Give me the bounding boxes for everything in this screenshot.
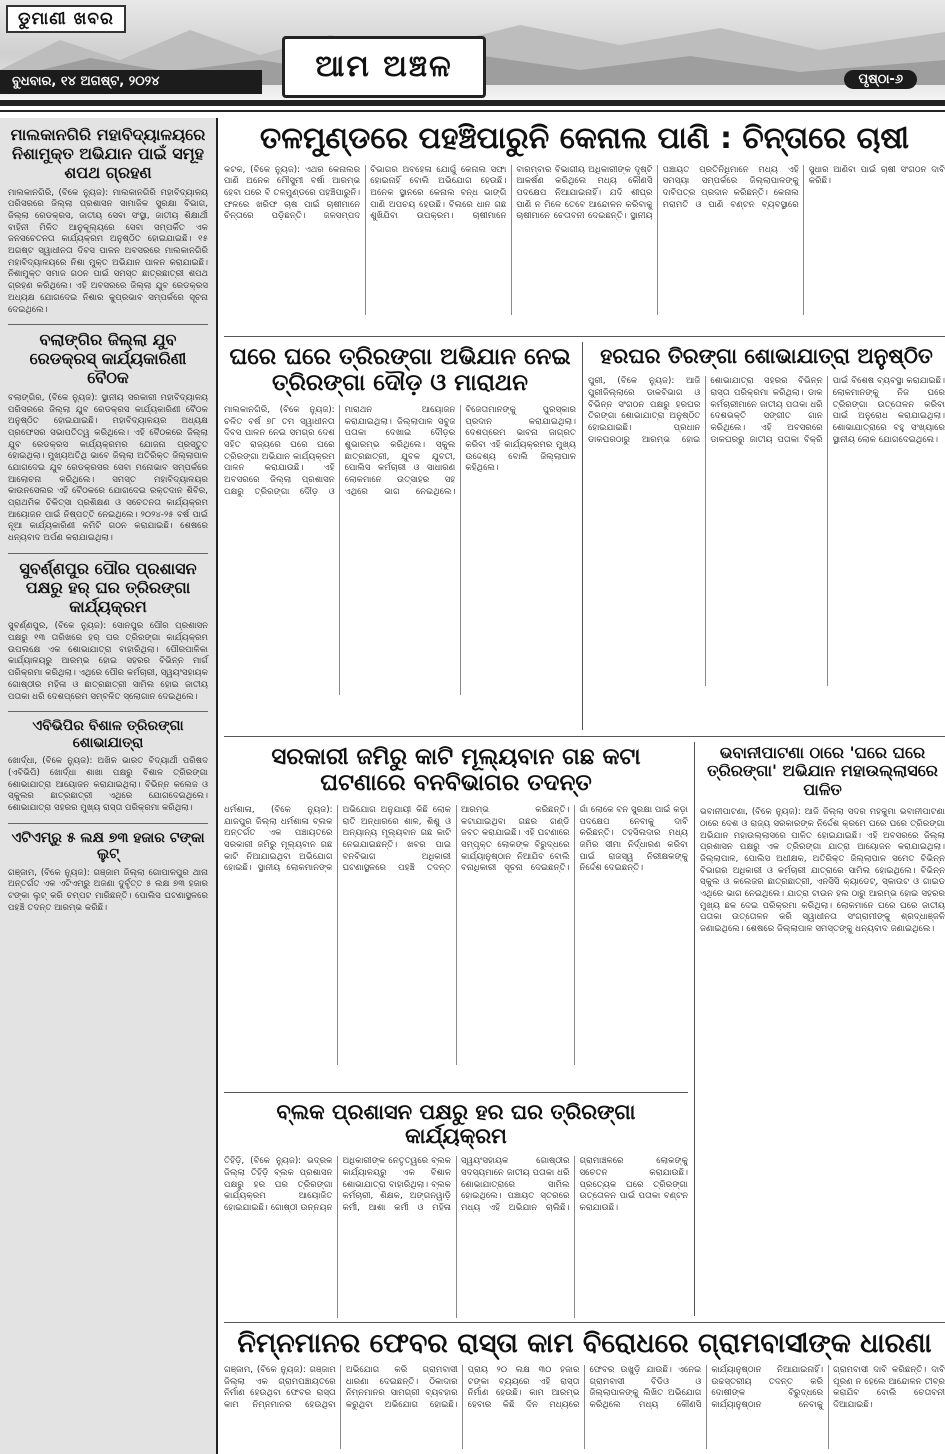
story-headline: ସରକାରୀ ଜମିରୁ କାଟି ମୂଲ୍ୟବାନ ଗଛ କଟା ଘଟଣାରେ ବନବିଭାଗର ତଦନ୍ତ (271, 744, 641, 797)
issue-date: ବୁଧବାର, ୧୪ ଅଗଷ୍ଟ, ୨୦୨୪ (0, 70, 262, 94)
sidebar-column (0, 118, 218, 1454)
lead-story (224, 118, 945, 330)
main-content (224, 118, 945, 1454)
story-headline: ନିମ୍ନମାନର ଫେବର ରାସ୍ତା କାମ ବିରୋଧରେ ଗ୍ରାମବାସୀଙ୍କ ଧାରଣା (237, 1328, 932, 1359)
column-divider (582, 342, 583, 730)
story-body: ଗଞ୍ଜାମ, (ବିକେ ନ୍ୟୁଜ): ଗଞ୍ଜାମ ଜିଲ୍ଲା ଏକ ଗ୍ରାମପଞ୍ଚାୟତରେ ନିର୍ମାଣ ହେଉଥିବା ଫେବର ରାସ୍ତା କାମ ନିମ୍ନମାନର ହେଉଥିବା ଅଭିଯୋଗ କରି ଗ୍ରାମବାସୀ ଧାରଣା ଦେଇଛନ୍ତି। ଠିକାଦାର ନିମ୍ନମାନର ସାମଗ୍ରୀ ବ୍ୟବହାର କରୁଥିବା ଅଭିଯୋଗ ହୋଇଛି। ପ୍ରାୟ ୨୦ ଲକ୍ଷ ୩୦ ହଜାର ଟଙ୍କା ବ୍ୟୟରେ ଏହି ରାସ୍ତା ନିର୍ମାଣ ହେଉଛି। କାମ ଆରମ୍ଭ ହେବାର କିଛି ଦିନ ମଧ୍ୟରେ ଫେବର ଉଖୁଡ଼ି ଯାଉଛି। ଏନେଇ ଗ୍ରାମବାସୀ ବିଡିଓ ଓ ଜିଲ୍ଲାପାଳଙ୍କୁ ଲିଖିତ ଅଭିଯୋଗ କରିଥିଲେ ମଧ୍ୟ କୌଣସି କାର୍ଯ୍ୟାନୁଷ୍ଠାନ ନିଆଯାଇନାହିଁ। ଉଚ୍ଚସ୍ତରୀୟ ତଦନ୍ତ କରି ଦୋଷୀଙ୍କ ବିରୁଦ୍ଧରେ କାର୍ଯ୍ୟାନୁଷ୍ଠାନ ନେବାକୁ ଗ୍ରାମବାସୀ ଦାବି କରିଛନ୍ତି। ଦାବି ପୂରଣ ନ ହେଲେ ଆନ୍ଦୋଳନ ତୀବ୍ର କରାଯିବ ବୋଲି ଚେତାବନୀ ଦିଆଯାଇଛି। (224, 1365, 945, 1411)
story-body: ମାଲକାନଗିରି, (ବିକେ ନ୍ୟୁଜ): ଚଳିତ ବର୍ଷ ୭୮ ତମ ସ୍ୱାଧୀନତା ଦିବସ ପାଳନ ନେଇ ସମଗ୍ର ଦେଶ ସହିତ ରାଜ୍ୟରେ ଘରେ ଘରେ ତ୍ରିରଙ୍ଗା ଅଭିଯାନ କାର୍ଯ୍ୟକ୍ରମ ପାଳନ କରାଯାଉଛି। ଏହି ଅବସରରେ ଜିଲ୍ଲା ପ୍ରଶାସନ ପକ୍ଷରୁ ତ୍ରିରଙ୍ଗା ଦୌଡ଼ ଓ ମାରାଥନ ଆୟୋଜନ କରାଯାଇଥିଲା। ଜିଲ୍ଲାପାଳ ସବୁଜ ପତାକା ଦେଖାଇ ଦୌଡ଼ର ଶୁଭାରମ୍ଭ କରିଥିଲେ। ସ୍କୁଲ ଛାତ୍ରଛାତ୍ରୀ, ଯୁବକ ଯୁବତୀ, ପୋଲିସ କର୍ମଚାରୀ ଓ ସାଧାରଣ ଲୋକମାନେ ଉତ୍ସାହର ସହ ଏଥିରେ ଭାଗ ନେଇଥିଲେ। ବିଜେତାମାନଙ୍କୁ ପୁରସ୍କାର ପ୍ରଦାନ କରାଯାଇଥିଲା। ଦେଶପ୍ରେମ ଭାବନା ଜାଗ୍ରତ କରିବା ଏହି କାର୍ଯ୍ୟକ୍ରମର ମୁଖ୍ୟ ଉଦ୍ଦେଶ୍ୟ ବୋଲି ଜିଲ୍ଲାପାଳ କହିଥିଲେ। (224, 404, 576, 497)
sidebar-story (8, 126, 208, 316)
story-divider (224, 736, 945, 737)
section-title: ଆମ ଅଞ୍ଚଳ (282, 36, 486, 98)
masthead-rule-thin (0, 110, 945, 112)
story-divider (224, 336, 945, 337)
story-body: ଧର୍ମଶାଳା, (ବିକେ ନ୍ୟୁଜ): ଯାଜପୁର ଜିଲ୍ଲା ଧର୍ମଶାଳା ବ୍ଲକ ଅନ୍ତର୍ଗତ ଏକ ପଞ୍ଚାୟତରେ ସରକାରୀ ଜମିରୁ ମୂଲ୍ୟବାନ ଗଛ କାଟି ନିଆଯାଇଥିବା ଅଭିଯୋଗ ହୋଇଛି। ସ୍ଥାନୀୟ ଲୋକମାନଙ୍କ ଅଭିଯୋଗ ଅନୁଯାୟୀ କିଛି ଲୋକ ରାତି ଅନ୍ଧାରରେ ଶାଳ, ଶିଶୁ ଓ ଅନ୍ୟାନ୍ୟ ମୂଲ୍ୟବାନ ଗଛ କାଟି ନେଇଯାଇଛନ୍ତି। ଖବର ପାଇ ବନବିଭାଗ ଅଧିକାରୀ ଘଟଣାସ୍ଥଳରେ ପହଞ୍ଚି ତଦନ୍ତ ଆରମ୍ଭ କରିଛନ୍ତି। କଟାଯାଇଥିବା ଗଛର ଗଣ୍ଡି ଜବତ କରାଯାଇଛି। ଏହି ଘଟଣାରେ ସମ୍ପୃକ୍ତ ଲୋକଙ୍କ ବିରୁଦ୍ଧରେ କାର୍ଯ୍ୟାନୁଷ୍ଠାନ ନିଆଯିବ ବୋଲି ବନାଧିକାରୀ ସୂଚନା ଦେଇଛନ୍ତି। ଗାଁ ଲୋକେ ବନ ସୁରକ୍ଷା ପାଇଁ କଡ଼ା ପଦକ୍ଷେପ ନେବାକୁ ଦାବି କରିଛନ୍ତି। ତହସିଲଦାର ମଧ୍ୟ ଜମିର ସୀମା ନିର୍ଦ୍ଧାରଣ କରିବା ପାଇଁ ରାଜସ୍ୱ ନିରୀକ୍ଷକଙ୍କୁ ନିର୍ଦ୍ଦେଶ ଦେଇଛନ୍ତି। (224, 804, 688, 874)
story-block-tiranga (224, 1098, 688, 1318)
story-headline: ବ୍ଲକ ପ୍ରଶାସନ ପକ୍ଷରୁ ହର ଘର ତ୍ରିରଙ୍ଗା କାର୍ଯ୍ୟକ୍ରମ (276, 1100, 636, 1149)
story-road-protest (224, 1328, 945, 1454)
sidebar-headline: ସୁବର୍ଣ୍ଣପୁର ପୌର ପ୍ରଶାସନ ପକ୍ଷରୁ ହର୍ ଘର ତ୍ରିରଙ୍ଗା କାର୍ଯ୍ୟକ୍ରମ (19, 558, 197, 616)
sidebar-story (8, 711, 208, 814)
story-tiranga-race (224, 342, 576, 730)
story-tree-felling (224, 742, 688, 1092)
sidebar-story (8, 324, 208, 545)
sidebar-story-body: ଖୋର୍ଦ୍ଧା, (ବିକେ ନ୍ୟୁଜ): ଅଖିଳ ଭାରତ ବିଦ୍ୟାର୍ଥୀ ପରିଷଦ (ଏବିଭିପି) ଖୋର୍ଦ୍ଧା ଶାଖା ପକ୍ଷରୁ ବିଶାଳ ତ୍ରିରଙ୍ଗା ଶୋଭାଯାତ୍ରା ଆୟୋଜନ କରାଯାଇଥିଲା। ବିଭିନ୍ନ କଲେଜ ଓ ସ୍କୁଲର ଛାତ୍ରଛାତ୍ରୀ ଏଥିରେ ଯୋଗଦେଇଥିଲେ। ଶୋଭାଯାତ୍ରା ସହରର ମୁଖ୍ୟ ରାସ୍ତା ପରିକ୍ରମା କରିଥିଲା। (8, 756, 208, 813)
lead-story-body: କଟକ, (ବିକେ ନ୍ୟୁଜ): ଏଥର କେନାଲର ପାଣି ଅନେକ ମୌସୁମୀ ବର୍ଷା ଆରମ୍ଭ ହେବା ପରେ ବି ତଳମୁଣ୍ଡରେ ପହଞ୍ଚିପାରୁନି। ଫଳରେ ଖରିଫ ଚାଷ ପାଇଁ ଚାଷୀମାନେ ଚିନ୍ତାରେ ପଡ଼ିଛନ୍ତି। ଜଳସମ୍ପଦ ବିଭାଗର ଅବହେଳା ଯୋଗୁଁ କେନାଲ ସଫା ହୋଇନାହିଁ ବୋଲି ଅଭିଯୋଗ ହେଉଛି। ଅନେକ ସ୍ଥାନରେ କେନାଲ ବନ୍ଧ ଭାଙ୍ଗି ପାଣି ଅପଚୟ ହେଉଛି। ବିଲରେ ଧାନ ଗଛ ଶୁଖିଯିବା ଉପକ୍ରମ। ଚାଷୀମାନେ ବାରମ୍ବାର ବିଭାଗୀୟ ଅଧିକାରୀଙ୍କ ଦୃଷ୍ଟି ଆକର୍ଷଣ କରିଥିଲେ ମଧ୍ୟ କୌଣସି ପଦକ୍ଷେପ ନିଆଯାଇନାହିଁ। ଯଦି ଶୀଘ୍ର ପାଣି ନ ମିଳେ ତେବେ ଆନ୍ଦୋଳନ କରିବାକୁ ଚାଷୀମାନେ ଚେତାବନୀ ଦେଇଛନ୍ତି। ସ୍ଥାନୀୟ ପଞ୍ଚାୟତ ପ୍ରତିନିଧିମାନେ ମଧ୍ୟ ଏହି ସମସ୍ୟା ସମ୍ପର୍କରେ ଜିଲ୍ଲାପାଳଙ୍କୁ ଦାବିପତ୍ର ପ୍ରଦାନ କରିଛନ୍ତି। କେନାଲ ମରାମତି ଓ ପାଣି ବଣ୍ଟନ ବ୍ୟବସ୍ଥାରେ ସୁଧାର ଆଣିବା ପାଇଁ ଚାଷୀ ସଂଗଠନ ଦାବି କରିଛି। (224, 164, 945, 222)
story-divider (224, 1322, 945, 1323)
masthead (0, 0, 945, 100)
sidebar-story-body: ମାଲକାନଗିରି, (ବିକେ ନ୍ୟୁଜ): ମାଲକାନଗିରି ମହାବିଦ୍ୟାଳୟ ପରିସରରେ ଜିଲ୍ଲା ପ୍ରଶାସନ ସାମାଜିକ ସୁରକ୍ଷା ବିଭାଗ, ଜିଲ୍ଲା ରେଡକ୍ରସ, ଜାତୀୟ ସେବା ସଂସ୍ଥା, ଜାତୀୟ ଶିକ୍ଷାର୍ଥୀ ବାହିନୀ ମିଳିତ ଆନୁକୂଲ୍ୟରେ ସେବା ସମ୍ପର୍କିତ ଏକ ଜନସଚେତନତା କାର୍ଯ୍ୟକ୍ରମ ଅନୁଷ୍ଠିତ ହୋଇଯାଇଛି। ୧୫ ଅଗଷ୍ଟ ସ୍ୱାଧୀନତା ଦିବସ ପାଳନ ଅବସରରେ ମାଲକାନଗିରି ମହାବିଦ୍ୟାଳୟରେ ନିଶା ମୁକ୍ତ ଅଭିଯାନ ପାଳନ କରାଯାଇଛି। ନିଶାମୁକ୍ତ ସମାଜ ଗଠନ ପାଇଁ ସମସ୍ତ ଛାତ୍ରଛାତ୍ରୀ ଶପଥ ଗ୍ରହଣ କରିଥିଲେ। ଏହି ଅବସରରେ ଜିଲ୍ଲା ଯୁବ ରେଡକ୍ରସ ଅଧ୍ୟକ୍ଷ ଯୋଗଦେଇ ନିଶାର କୁପ୍ରଭାବ ସମ୍ପର୍କରେ ସୂଚନା ଦେଇଥିଲେ। (8, 187, 208, 315)
masthead-rule (0, 100, 945, 106)
sidebar-headline: ଏବିଭିପିର ବିଶାଳ ତ୍ରିରଙ୍ଗା ଶୋଭାଯାତ୍ରା (32, 718, 184, 751)
sidebar-story (8, 823, 208, 915)
sidebar-headline: ଏଟିଏମ୍‌ରୁ ୫ ଲକ୍ଷ ୭୩ ହଜାର ଟଙ୍କା ଲୁଟ୍ (11, 829, 205, 863)
lead-headline: ତଳମୁଣ୍ଡରେ ପହଞ୍ଚିପାରୁନି କେନାଲ ପାଣି : ଚିନ୍ତାରେ ଚାଷୀ (259, 121, 910, 156)
story-headline: ହରଘର ତିରଙ୍ଗା ଶୋଭାଯାତ୍ରା ଅନୁଷ୍ଠିତ (600, 344, 933, 368)
sidebar-story-body: ସୁବର୍ଣ୍ଣପୁର, (ବିକେ ନ୍ୟୁଜ): ସୋନପୁର ପୌର ପ୍ରଶାସନ ପକ୍ଷରୁ ୧୩ ତାରିଖରେ ହର୍ ଘର ତ୍ରିରଙ୍ଗା କାର୍ଯ୍ୟକ୍ରମ ଉପଲକ୍ଷେ ଏକ ଶୋଭାଯାତ୍ରା ବାହାରିଥିଲା। ପୌରପାଳିକା କାର୍ଯ୍ୟାଳୟରୁ ଆରମ୍ଭ ହୋଇ ସହରର ବିଭିନ୍ନ ମାର୍ଗ ପରିକ୍ରମା କରିଥିଲା। ଏଥିରେ ପୌର କର୍ମଚାରୀ, ସ୍ୱୟଂସହାୟକ ଗୋଷ୍ଠୀର ମହିଳା ଓ ଛାତ୍ରଛାତ୍ରୀ ସାମିଲ ହୋଇ ଜାତୀୟ ପତାକା ଧରି ଦେଶପ୍ରେମ ସମ୍ବଳିତ ସ୍ଲୋଗାନ ଦେଇଥିଲେ। (8, 621, 208, 702)
newspaper-brand: ଡୁମାଣୀ ଖବର (6, 5, 126, 33)
story-divider (224, 1092, 688, 1093)
story-harghar-procession (588, 342, 945, 730)
sidebar-headline: ବଲାଙ୍ଗିର ଜିଲ୍ଲା ଯୁବ ରେଡକ୍ରସ୍ କାର୍ଯ୍ୟକାରିଣୀ ବୈଠକ (29, 330, 187, 387)
story-headline: ଘରେ ଘରେ ତ୍ରିରଙ୍ଗା ଅଭିଯାନ ନେଇ ତ୍ରିରଙ୍ଗା ଦୌଡ଼ ଓ ମାରାଥନ (229, 344, 571, 397)
story-body: ତିହିଡ଼ି, (ବିକେ ନ୍ୟୁଜ): ଭଦ୍ରକ ଜିଲ୍ଲା ତିହିଡ଼ି ବ୍ଲକ ପ୍ରଶାସନ ପକ୍ଷରୁ ହର ଘର ତ୍ରିରଙ୍ଗା କାର୍ଯ୍ୟକ୍ରମ ଆୟୋଜିତ ହୋଇଯାଇଛି। ଗୋଷ୍ଠୀ ଉନ୍ନୟନ ଅଧିକାରୀଙ୍କ ନେତୃତ୍ୱରେ ବ୍ଲକ କାର୍ଯ୍ୟାଳୟରୁ ଏକ ବିଶାଳ ଶୋଭାଯାତ୍ରା ବାହାରିଥିଲା। ବ୍ଲକ କର୍ମଚାରୀ, ଶିକ୍ଷକ, ଅଙ୍ଗନୱାଡ଼ି କର୍ମୀ, ଆଶା କର୍ମୀ ଓ ମହିଳା ସ୍ୱୟଂସହାୟକ ଗୋଷ୍ଠୀର ସଦସ୍ୟମାନେ ଜାତୀୟ ପତାକା ଧରି ଶୋଭାଯାତ୍ରାରେ ସାମିଲ ହୋଇଥିଲେ। ପଞ୍ଚାୟତ ସ୍ତରରେ ମଧ୍ୟ ଏହି ଅଭିଯାନ ଚାଲିଛି। ଗ୍ରାମାଞ୍ଚଳରେ ଲୋକଙ୍କୁ ସଚେତନ କରାଯାଉଛି। ପ୍ରତ୍ୟେକ ଘରେ ତ୍ରିରଙ୍ଗା ଉତ୍ତୋଳନ ପାଇଁ ପତାକା ବଣ୍ଟନ କରାଯାଉଛି। (224, 1156, 688, 1214)
sidebar-story-body: ଗଞ୍ଜାମ, (ବିକେ ନ୍ୟୁଜ): ଗଞ୍ଜାମ ଜିଲ୍ଲା ଗୋପାଳପୁର ଥାନା ଅନ୍ତର୍ଗତ ଏକ ଏଟିଏମ୍‌ରୁ ଅଜଣା ଦୁର୍ବୃତ୍ତ ୫ ଲକ୍ଷ ୭୩ ହଜାର ଟଙ୍କା ଲୁଟ୍ କରି ଚମ୍ପଟ ମାରିଛନ୍ତି। ପୋଲିସ ଘଟଣାସ୍ଥଳରେ ପହଞ୍ଚି ତଦନ୍ତ ଆରମ୍ଭ କରିଛି। (8, 867, 208, 913)
column-divider (694, 742, 695, 1316)
sidebar-headline: ମାଲକାନଗିରି ମହାବିଦ୍ୟାଳୟରେ ନିଶାମୁକ୍ତ ଅଭିଯାନ ପାଇଁ ସମୂହ ଶପଥ ଗ୍ରହଣ (10, 125, 206, 182)
page-number: ପୃଷ୍ଠା-୬ (844, 70, 917, 89)
story-body: ପୁରୀ, (ବିକେ ନ୍ୟୁଜ): ଆଜି ପୁରୀଜିଲ୍ଲାରେ ଡାକବିଭାଗ ଓ ବିଭିନ୍ନ ସଂଗଠନ ପକ୍ଷରୁ ହରଘର ତିରଙ୍ଗା ଶୋଭାଯାତ୍ରା ଅନୁଷ୍ଠିତ ହୋଇଯାଇଛି। ପ୍ରଧାନ ଡାକଘରଠାରୁ ଆରମ୍ଭ ହୋଇ ଶୋଭାଯାତ୍ରା ସହରର ବିଭିନ୍ନ ରାସ୍ତା ପରିକ୍ରମା କରିଥିଲା। ଡାକ କର୍ମଚାରୀମାନେ ଜାତୀୟ ପତାକା ଧରି ଦେଶଭକ୍ତି ସଙ୍ଗୀତ ଗାନ କରିଥିଲେ। ଏହି ଅବସରରେ ଡାକଘରରୁ ଜାତୀୟ ପତାକା ବିକ୍ରି ପାଇଁ ବିଶେଷ ବ୍ୟବସ୍ଥା କରାଯାଇଛି। ଲୋକମାନଙ୍କୁ ନିଜ ଘରେ ତ୍ରିରଙ୍ଗା ଉତ୍ତୋଳନ କରିବା ପାଇଁ ଅନୁରୋଧ କରାଯାଇଥିଲା। ଶୋଭାଯାତ୍ରାରେ ବହୁ ସଂଖ୍ୟାରେ ସ୍ଥାନୀୟ ଲୋକ ଯୋଗଦେଇଥିଲେ। (588, 376, 945, 445)
story-body: ଭବାନୀପାଟଣା, (ବିକେ ନ୍ୟୁଜ): ଆଜି ଜିଲ୍ଲା ସଦର ମହକୁମା ଭବାନୀପାଟଣା ଠାରେ ଦେଶ ଓ ରାଜ୍ୟ ସରକାରଙ୍କ ନିର୍ଦ୍ଦେଶ କ୍ରମେ ଘରେ ଘରେ ତ୍ରିରଙ୍ଗା ଅଭିଯାନ ମହାଉଲ୍ଲାସରେ ପାଳିତ ହୋଇଯାଇଛି। ଏହି ଅବସରରେ ଜିଲ୍ଲା ପ୍ରଶାସନ ପକ୍ଷରୁ ଏକ ତ୍ରିରଙ୍ଗା ଯାତ୍ରା ଆୟୋଜନ କରାଯାଇଥିଲା। ଜିଲ୍ଲାପାଳ, ପୋଲିସ ଅଧୀକ୍ଷକ, ଅତିରିକ୍ତ ଜିଲ୍ଲାପାଳ ସମେତ ବିଭିନ୍ନ ବିଭାଗର ଅଧିକାରୀ ଓ କର୍ମଚାରୀ ଯାତ୍ରାରେ ସାମିଲ ହୋଇଥିଲେ। ବିଭିନ୍ନ ସ୍କୁଲ ଓ କଲେଜର ଛାତ୍ରଛାତ୍ରୀ, ଏନସିସି କ୍ୟାଡେଟ୍, ସ୍କାଉଟ ଓ ଗାଇଡ ଏଥିରେ ଭାଗ ନେଇଥିଲେ। ଯାତ୍ରା ଟାଉନ ହଲ ଠାରୁ ଆରମ୍ଭ ହୋଇ ସହରର ମୁଖ୍ୟ ଛକ ଦେଇ ପରିକ୍ରମା କରିଥିଲା। ଲୋକମାନେ ଘରେ ଘରେ ଜାତୀୟ ପତାକା ଉତ୍ତୋଳନ କରି ସ୍ୱାଧୀନତା ସଂଗ୍ରାମୀଙ୍କୁ ଶ୍ରଦ୍ଧାଞ୍ଜଳି ଜଣାଇଥିଲେ। ଶେଷରେ ଜିଲ୍ଲାପାଳ ସମସ୍ତଙ୍କୁ ଧନ୍ୟବାଦ ଜଣାଇଥିଲେ। (700, 807, 945, 935)
sidebar-story (8, 553, 208, 703)
sidebar-story-body: ବଲାଙ୍ଗିର, (ବିକେ ନ୍ୟୁଜ): ସ୍ଥାନୀୟ ସରକାରୀ ମହାବିଦ୍ୟାଳୟ ପରିସରରେ ଜିଲ୍ଲା ଯୁବ ରେଡକ୍ରସ କାର୍ଯ୍ୟକାରିଣୀ ବୈଠକ ଅନୁଷ୍ଠିତ ହୋଇଯାଇଛି। ମହାବିଦ୍ୟାଳୟର ଅଧ୍ୟକ୍ଷ ପ୍ରଫେସର ସଭାପତିତ୍ୱ କରିଥିଲେ। ଏହି ବୈଠକରେ ଜିଲ୍ଲା ଯୁବ ରେଡକ୍ରସ କାର୍ଯ୍ୟକ୍ରମର ଯୋଜନା ପ୍ରସ୍ତୁତ ହୋଇଥିଲା। ମୁଖ୍ୟଅତିଥି ଭାବେ ଜିଲ୍ଲା ଅତିରିକ୍ତ ଜିଲ୍ଲାପାଳ ଯୋଗଦେଇ ଯୁବ ରେଡକ୍ରସର ସେବା ମନୋଭାବ ସମ୍ପର୍କରେ ଆଲୋଚନା କରିଥିଲେ। ସମସ୍ତ ମହାବିଦ୍ୟାଳୟର କାଉନସେଲର ଏହି ବୈଠକରେ ଯୋଗଦେଇ ରକ୍ତଦାନ ଶିବିର, ପ୍ରାଥମିକ ଚିକିତ୍ସା ପ୍ରଶିକ୍ଷଣ ଓ ସଚେତନତା କାର୍ଯ୍ୟକ୍ରମ ଆୟୋଜନ ପାଇଁ ନିଷ୍ପତ୍ତି ନେଇଥିଲେ। ୨୦୨୪-୨୫ ବର୍ଷ ପାଇଁ ନୂଆ କାର୍ଯ୍ୟକାରିଣୀ କମିଟି ଗଠନ କରାଯାଇଛି। ଶେଷରେ ଧନ୍ୟବାଦ ଅର୍ପଣ କରାଯାଇଥିଲା। (8, 392, 208, 544)
story-bhawanipatna (700, 742, 945, 1316)
story-headline: ଭବାନୀପାଟଣା ଠାରେ 'ଘରେ ଘରେ ତ୍ରିରଙ୍ଗା' ଅଭିଯାନ ମହାଉଲ୍ଲାସରେ ପାଳିତ (707, 743, 938, 799)
